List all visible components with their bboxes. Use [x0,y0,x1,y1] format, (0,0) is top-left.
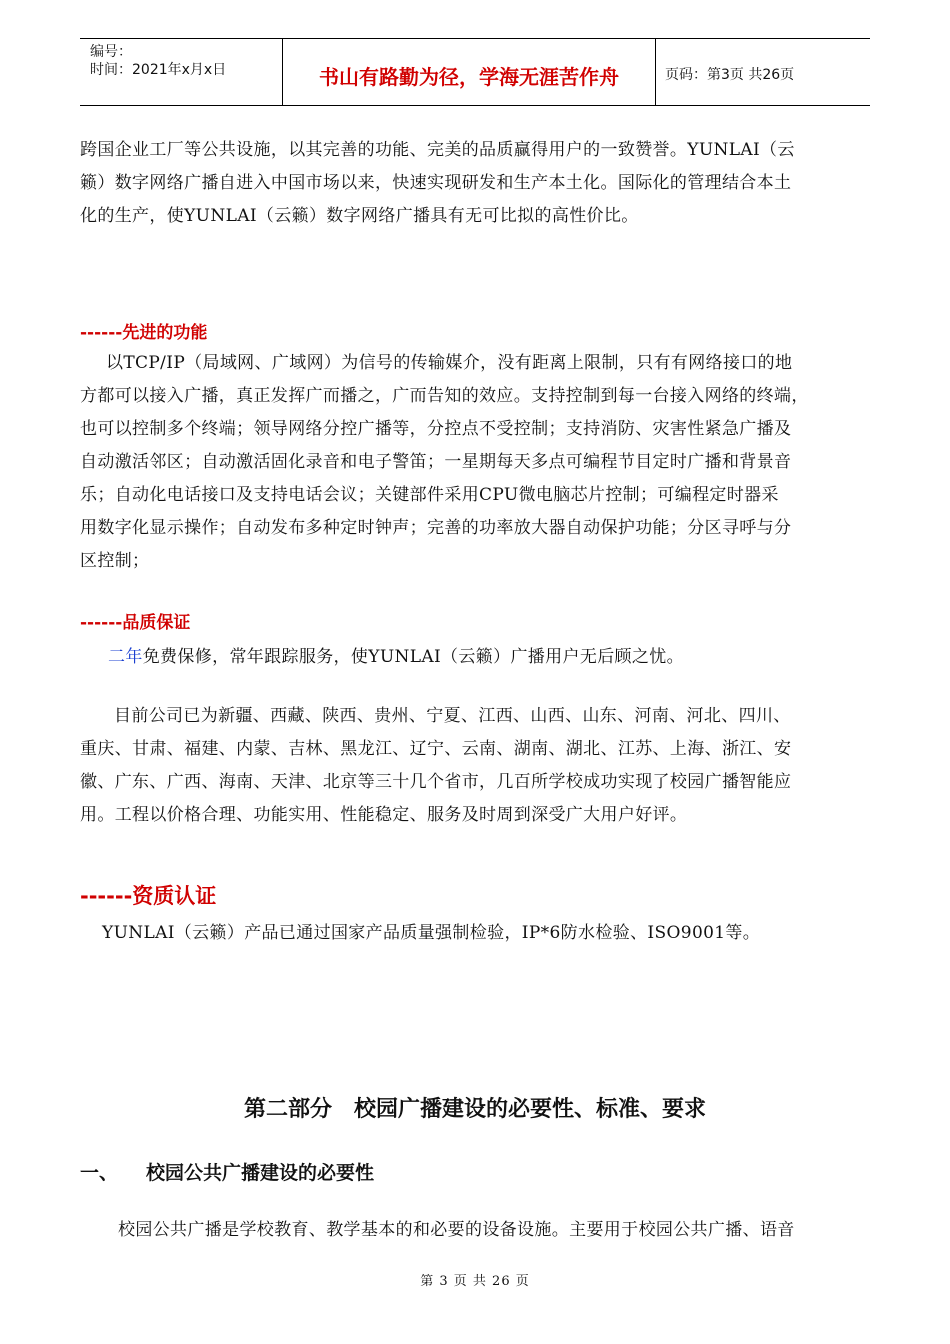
features-line: 也可以控制多个终端；领导网络分控广播等，分控点不受控制；支持消防、灾害性紧急广播及 [80,419,792,439]
quality-line: 目前公司已为新疆、西藏、陕西、贵州、宁夏、江西、山西、山东、河南、河北、四川、 [114,706,791,726]
sub-section-heading [80,1158,374,1185]
intro-line: 籁）数字网络广播自进入中国市场以来，快速实现研发和生产本土化。国际化的管理结合本土 [80,173,792,193]
warranty-line [108,641,684,674]
quality-line: 重庆、甘肃、福建、内蒙、吉林、黑龙江、辽宁、云南、湖南、湖北、江苏、上海、浙江、安 [80,739,792,759]
certification-line: YUNLAI（云籁）产品已通过国家产品质量强制检验，IP*6防水检验、ISO9001等。 [102,923,761,943]
header-right-cell [655,39,870,105]
features-line: 用数字化显示操作；自动发布多种定时钟声；完善的功率放大器自动保护功能；分区寻呼与分 [80,518,792,538]
warranty-highlight: 二年 [108,647,143,667]
features-paragraph [80,347,880,578]
quality-line: 徽、广东、广西、海南、天津、北京等三十几个省市，几百所学校成功实现了校园广播智能应 [80,772,792,792]
header-left-cell [80,39,282,105]
quality-paragraph [80,700,880,832]
page-info: 页码：第3页 共26页 [665,67,795,83]
part-two-title: 第二部分 校园广播建设的必要性、标准、要求 [243,1096,706,1122]
certification-heading: ------资质认证 [80,884,217,908]
motto: 书山有路勤为径，学海无涯苦作舟 [319,65,619,89]
features-line: 区控制； [80,551,150,571]
features-line: 乐；自动化电话接口及支持电话会议；关键部件采用CPU微电脑芯片控制；可编程定时器采 [80,485,779,505]
features-line: 以TCP/IP（局域网、广域网）为信号的传输媒介，没有距离上限制，只有有网络接口的地 [106,353,793,373]
features-heading: ------先进的功能 [80,323,208,343]
part-two-first-line: 校园公共广播是学校教育、教学基本的和必要的设备设施。主要用于校园公共广播、语音 [118,1220,795,1240]
features-line: 自动激活邻区；自动激活固化录音和电子警笛；一星期每天多点可编程节目定时广播和背景音 [80,452,792,472]
page-footer: 第 3 页 共 26 页 [420,1274,530,1289]
sub-section-number: 一、 [80,1162,119,1184]
warranty-text: 免费保修，常年跟踪服务，使YUNLAI（云籁）广播用户无后顾之忧。 [142,647,684,667]
number-label: 编号： [90,44,132,60]
quality-line: 用。工程以价格合理、功能实用、性能稳定、服务及时周到深受广大用户好评。 [80,805,688,825]
intro-line: 化的生产，使YUNLAI（云籁）数字网络广播具有无可比拟的高性价比。 [80,206,639,226]
sub-section-title: 校园公共广播建设的必要性 [146,1162,375,1184]
intro-paragraph [80,134,880,233]
quality-heading: ------品质保证 [80,613,191,633]
intro-line: 跨国企业工厂等公共设施，以其完善的功能、完美的品质赢得用户的一致赞誉。YUNLAI（云 [80,140,795,160]
document-header [80,38,870,106]
header-middle-cell [282,39,656,105]
time-label: 时间：2021年x月x日 [90,62,227,78]
features-line: 方都可以接入广播，真正发挥广而播之，广而告知的效应。支持控制到每一台接入网络的终端， [80,386,809,406]
